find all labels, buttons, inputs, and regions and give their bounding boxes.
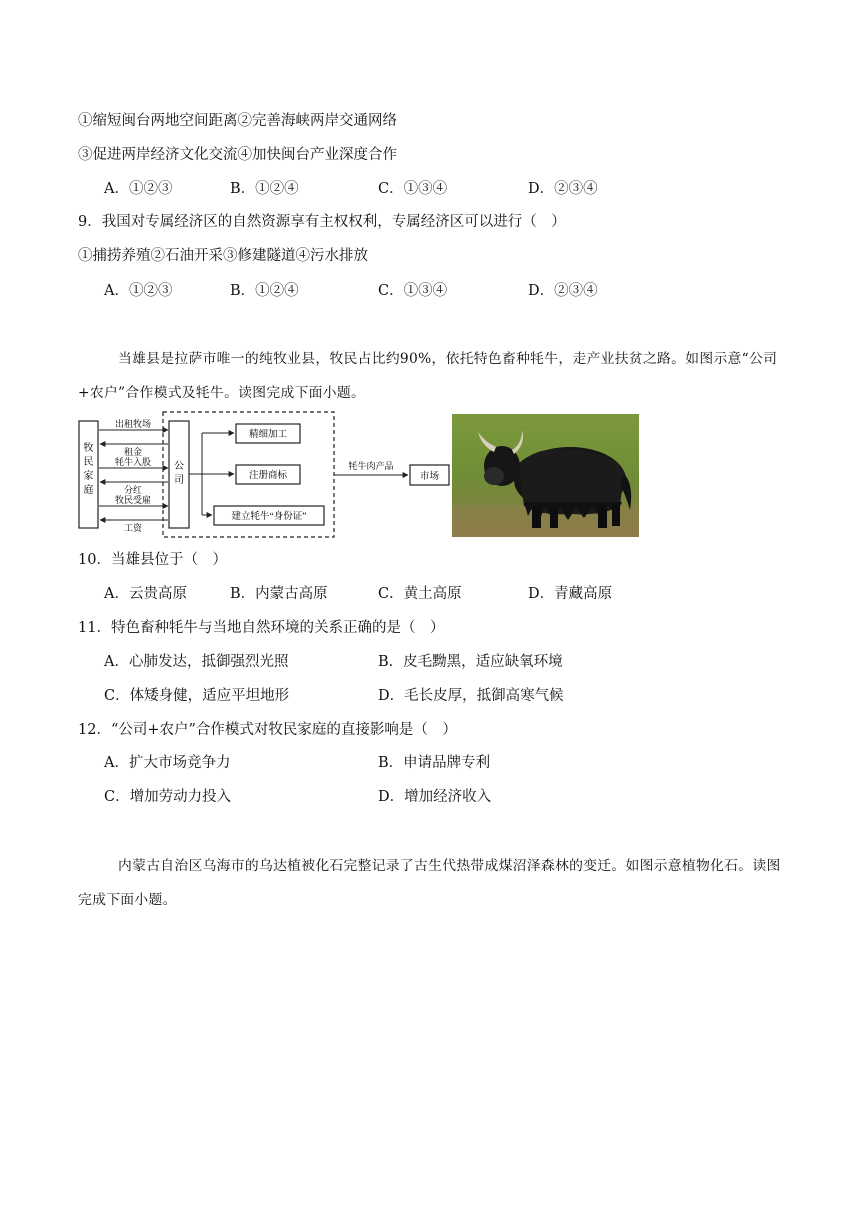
q12-question: 12．“公司+农户”合作模式对牧民家庭的直接影响是（ ） <box>78 722 457 738</box>
q12-option-c: C．增加劳动力投入 <box>104 789 232 805</box>
q12-option-d: D．增加经济收入 <box>378 789 492 805</box>
product-label: 牦牛肉产品 <box>348 461 394 471</box>
passage-wuda: 内蒙古自治区乌海市的乌达植被化石完整记录了古生代热带成煤沼泽森林的变迁。如图示意植物化石。读图完成下面小题。 <box>78 858 781 908</box>
flow-label-to-household: 分红 <box>123 485 143 495</box>
q8-option-d: D．②③④ <box>528 181 598 197</box>
q8-option-b: B．①②④ <box>230 181 299 197</box>
q10-question: 10．当雄县位于（ ） <box>78 552 227 568</box>
q10-option-b: B．内蒙古高原 <box>230 586 328 602</box>
q8-statements-line2: ③促进两岸经济文化交流④加快闽台产业深度合作 <box>78 147 397 163</box>
q9-option-d: D．②③④ <box>528 283 598 299</box>
cooperation-diagram <box>78 411 450 539</box>
q12-option-b: B．申请品牌专利 <box>378 755 491 771</box>
action-label-processing: 精细加工 <box>248 430 288 440</box>
passage-dangxiong: 当雄县是拉萨市唯一的纯牧业县，牧民占比约90%，依托特色畜种牦牛，走产业扶贫之路。如图示意“公司+农户”合作模式及牦牛。读图完成下面小题。 <box>78 351 778 401</box>
q8-option-c: C．①③④ <box>378 181 448 197</box>
yak-photo <box>452 414 639 537</box>
q8-statements-line1: ①缩短闽台两地空间距离②完善海峡两岸交通网络 <box>78 113 397 129</box>
q11-option-c: C．体矮身健，适应平坦地形 <box>104 688 290 704</box>
market-label: 市场 <box>419 472 440 482</box>
q8-option-a: A．①②③ <box>104 181 173 197</box>
action-label-id: 建立牦牛“身份证” <box>231 512 307 522</box>
q11-option-a: A．心肺发达，抵御强烈光照 <box>104 654 289 670</box>
household-label: 牧民家庭 <box>83 443 94 496</box>
q10-option-a: A．云贵高原 <box>104 586 187 602</box>
action-label-trademark: 注册商标 <box>248 471 288 481</box>
q11-option-d: D．毛长皮厚，抵御高寒气候 <box>378 688 564 704</box>
q12-option-a: A．扩大市场竞争力 <box>104 755 231 771</box>
flow-label-to-household: 工资 <box>123 523 143 533</box>
q9-option-b: B．①②④ <box>230 283 299 299</box>
flow-label-to-company: 牧民受雇 <box>114 495 152 505</box>
flow-label-to-company: 出租牧场 <box>114 419 152 429</box>
q10-option-c: C．黄土高原 <box>378 586 462 602</box>
q11-option-b: B．皮毛黝黑，适应缺氧环境 <box>378 654 563 670</box>
q9-question: 9．我国对专属经济区的自然资源享有主权权利，专属经济区可以进行（ ） <box>78 214 566 230</box>
flow-label-to-household: 租金 <box>123 447 143 457</box>
q11-question: 11．特色畜种牦牛与当地自然环境的关系正确的是（ ） <box>78 620 445 636</box>
q9-option-c: C．①③④ <box>378 283 448 299</box>
q9-statements: ①捕捞养殖②石油开采③修建隧道④污水排放 <box>78 248 368 264</box>
flow-label-to-company: 牦牛入股 <box>114 457 152 467</box>
q10-option-d: D．青藏高原 <box>528 586 613 602</box>
company-label: 公司 <box>174 461 184 486</box>
q9-option-a: A．①②③ <box>104 283 173 299</box>
